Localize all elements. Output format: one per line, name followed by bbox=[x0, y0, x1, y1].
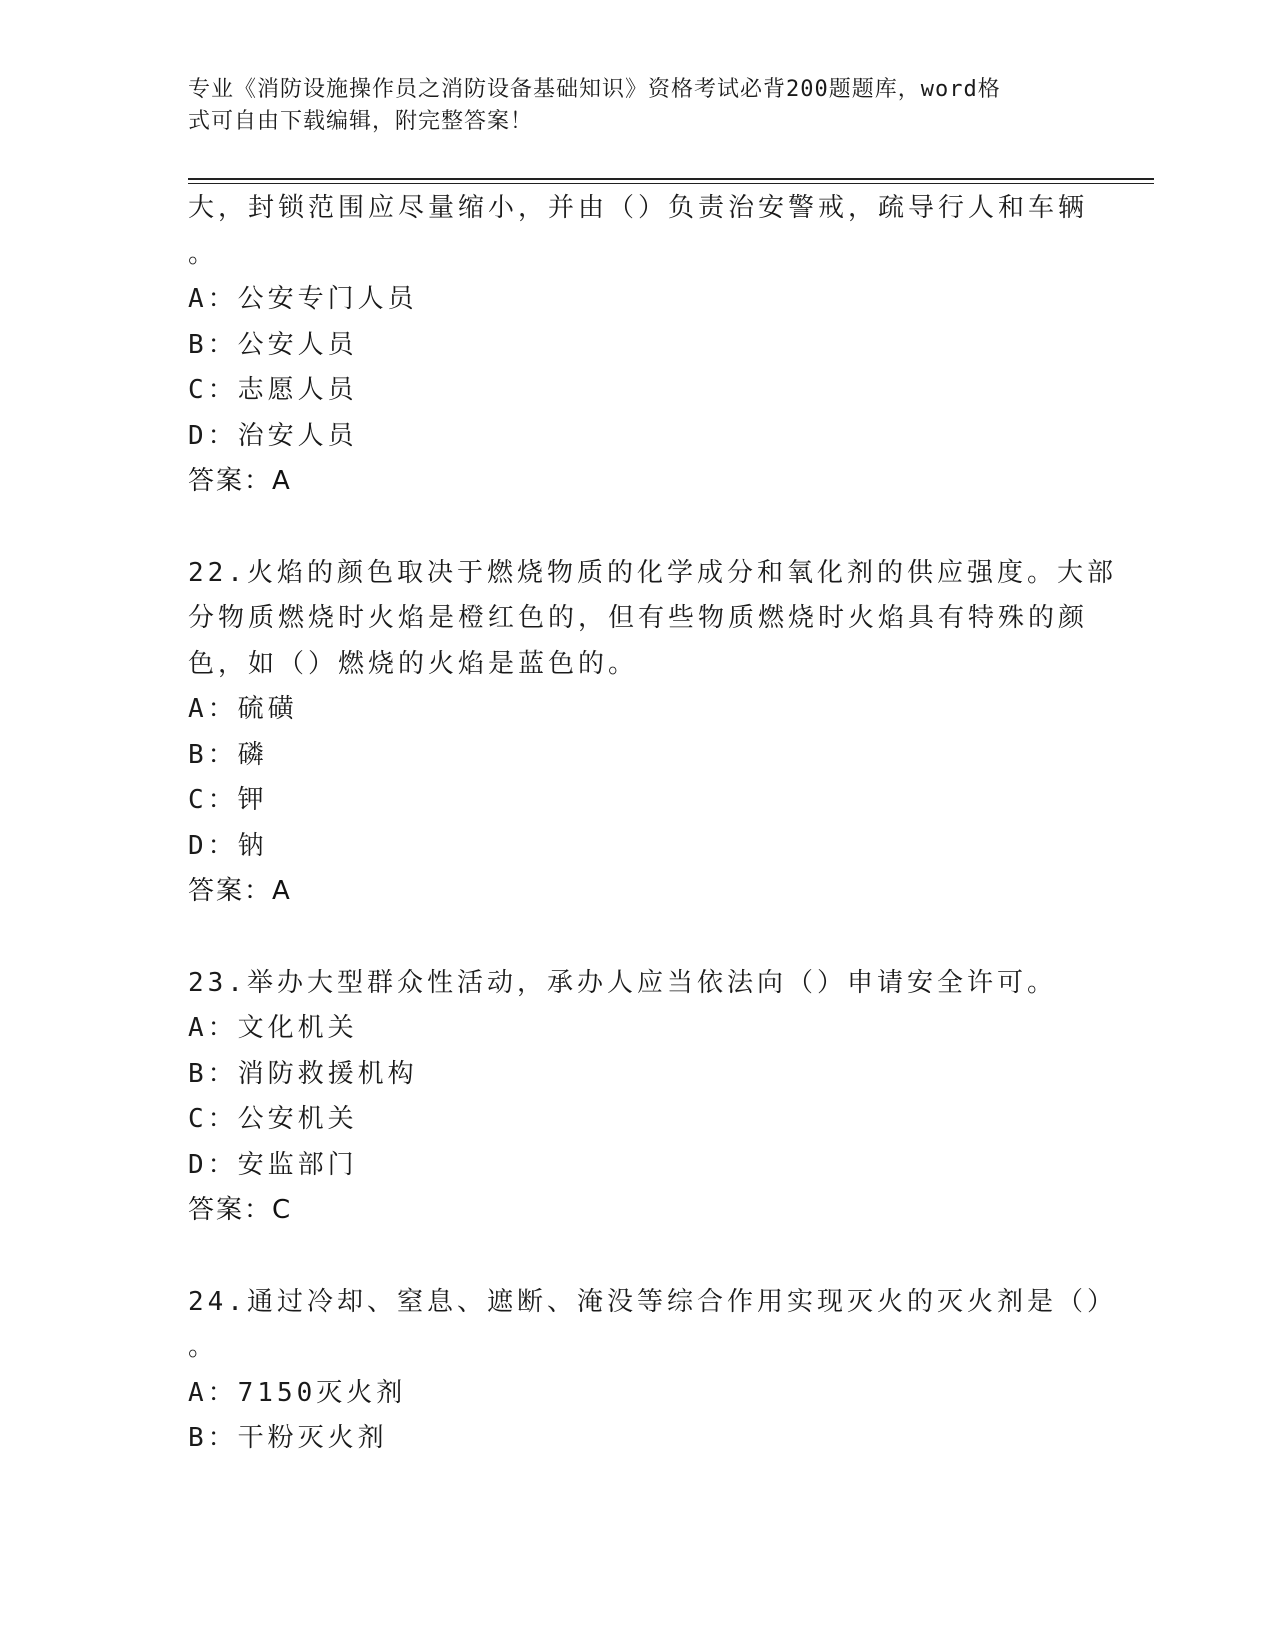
option-b: B：干粉灭火剂 bbox=[188, 1423, 388, 1453]
question-list bbox=[188, 186, 1117, 1462]
spacer bbox=[188, 505, 1088, 551]
answer-key: 答案：C bbox=[188, 1195, 293, 1225]
header-divider-thin bbox=[188, 183, 1154, 184]
question-stem-line: 23.举办大型群众性活动，承办人应当依法向（）申请安全许可。 bbox=[188, 967, 1057, 998]
option-a: A：公安专门人员 bbox=[188, 284, 418, 314]
question-stem-line: 色，如（）燃烧的火焰是蓝色的。 bbox=[188, 648, 639, 679]
option-d: D：治安人员 bbox=[188, 420, 358, 451]
spacer bbox=[188, 1234, 1088, 1280]
question-stem-line: 分物质燃烧时火焰是橙红色的，但有些物质燃烧时火焰具有特殊的颜 bbox=[188, 603, 1089, 633]
option-b: B：消防救援机构 bbox=[188, 1058, 418, 1089]
option-c: C：钾 bbox=[188, 785, 268, 815]
option-a: A：硫磺 bbox=[188, 694, 298, 724]
question-24 bbox=[188, 1280, 1117, 1462]
answer-key: 答案：A bbox=[188, 876, 292, 906]
question-22 bbox=[188, 551, 1117, 915]
spacer bbox=[188, 915, 1088, 961]
question-stem-line: 大，封锁范围应尽量缩小，并由（）负责治安警戒，疏导行人和车辆 bbox=[188, 193, 1089, 223]
option-d: D：安监部门 bbox=[188, 1149, 358, 1180]
question-stem-line: 。 bbox=[188, 1332, 219, 1362]
document-header bbox=[188, 74, 1068, 138]
question-21 bbox=[188, 186, 1088, 505]
question-23 bbox=[188, 961, 1088, 1234]
header-title-line-2: 式可自由下载编辑，附完整答案！ bbox=[188, 109, 534, 134]
option-a: A：文化机关 bbox=[188, 1013, 358, 1043]
option-b: B：磷 bbox=[188, 739, 268, 770]
option-b: B：公安人员 bbox=[188, 329, 358, 360]
option-c: C：志愿人员 bbox=[188, 375, 358, 405]
option-c: C：公安机关 bbox=[188, 1104, 358, 1134]
question-stem-line: 22.火焰的颜色取决于燃烧物质的化学成分和氧化剂的供应强度。大部 bbox=[188, 557, 1117, 588]
question-stem-line: 。 bbox=[188, 238, 219, 269]
header-divider-thick bbox=[188, 178, 1154, 180]
option-a: A：7150灭火剂 bbox=[188, 1377, 407, 1408]
header-title-line-1: 专业《消防设施操作员之消防设备基础知识》资格考试必背200题题库，word格 bbox=[188, 77, 1001, 102]
question-stem-line: 24.通过冷却、窒息、遮断、淹没等综合作用实现灭火的灭火剂是（） bbox=[188, 1286, 1117, 1317]
option-d: D：钠 bbox=[188, 830, 268, 861]
answer-key: 答案：A bbox=[188, 466, 292, 496]
